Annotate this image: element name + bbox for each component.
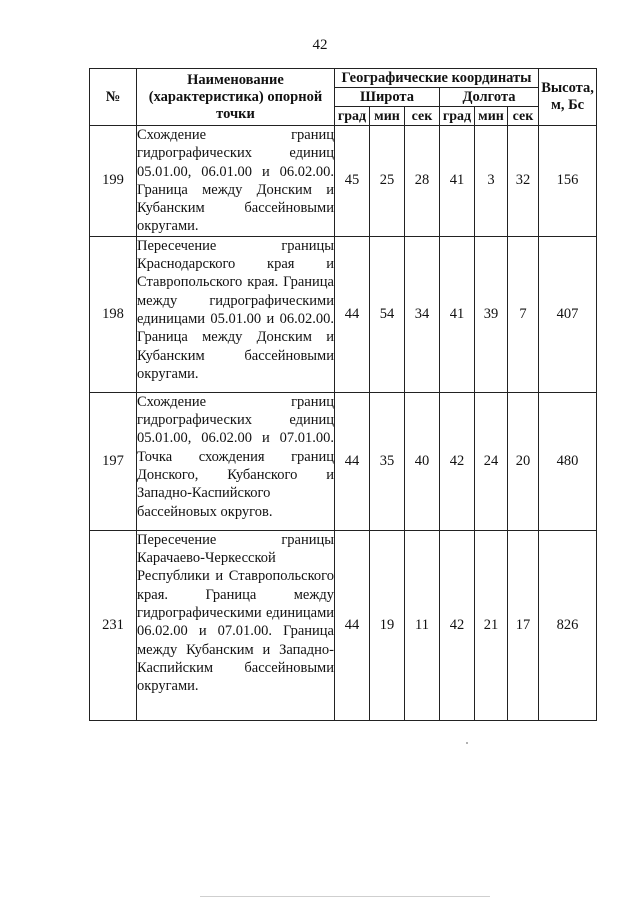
latitude-degrees: 44	[335, 392, 370, 530]
latitude-seconds: 11	[405, 530, 440, 720]
header-lon-sec: сек	[508, 107, 539, 126]
header-lon-min: мин	[475, 107, 508, 126]
header-lat-min: мин	[370, 107, 405, 126]
table-row	[90, 126, 597, 237]
header-lon-deg: град	[440, 107, 475, 126]
latitude-seconds: 28	[405, 126, 440, 237]
header-longitude: Долгота	[440, 88, 539, 107]
longitude-degrees: 42	[440, 392, 475, 530]
table-row	[90, 530, 597, 720]
latitude-minutes: 35	[370, 392, 405, 530]
longitude-degrees: 41	[440, 126, 475, 237]
point-number: 199	[90, 126, 137, 237]
page-number: 42	[312, 37, 328, 53]
longitude-seconds: 32	[508, 126, 539, 237]
longitude-seconds: 17	[508, 530, 539, 720]
longitude-minutes: 24	[475, 392, 508, 530]
scan-artifact	[466, 742, 468, 744]
table-row	[90, 392, 597, 530]
point-description: Пересечение границы Карачаево-Черкесской Республики и Ставропольского края. Граница между гидрографическими единицами 06.02.00 и 07.01.00. Граница между Кубанским и Западно-Каспийским бассейновыми округами.	[137, 530, 335, 720]
header-latitude: Широта	[335, 88, 440, 107]
longitude-degrees: 41	[440, 236, 475, 392]
scan-edge-artifact	[200, 896, 490, 897]
latitude-degrees: 44	[335, 236, 370, 392]
longitude-seconds: 7	[508, 236, 539, 392]
point-description: Схождение границ гидрографических единиц 05.01.00, 06.02.00 и 07.01.00. Точка схождения границ Донского, Кубанского и Западно-Каспийского бассейновых округов.	[137, 392, 335, 530]
height-value: 826	[539, 530, 597, 720]
point-number: 197	[90, 392, 137, 530]
latitude-minutes: 54	[370, 236, 405, 392]
header-num: №	[90, 69, 137, 126]
point-number: 231	[90, 530, 137, 720]
header-name: Наименование (характеристика) опорной точки	[137, 69, 335, 126]
latitude-seconds: 34	[405, 236, 440, 392]
header-lat-deg: град	[335, 107, 370, 126]
height-value: 407	[539, 236, 597, 392]
longitude-minutes: 3	[475, 126, 508, 237]
point-description: Пересечение границы Краснодарского края и Ставропольского края. Граница между гидрографическими единицами 05.01.00 и 06.02.00. Граница между Донским и Кубанским бассейновыми округами.	[137, 236, 335, 392]
height-value: 480	[539, 392, 597, 530]
longitude-minutes: 39	[475, 236, 508, 392]
point-number: 198	[90, 236, 137, 392]
latitude-seconds: 40	[405, 392, 440, 530]
header-coordinates: Географические координаты	[335, 69, 539, 88]
longitude-degrees: 42	[440, 530, 475, 720]
latitude-degrees: 44	[335, 530, 370, 720]
reference-points-table	[89, 68, 597, 721]
latitude-minutes: 25	[370, 126, 405, 237]
point-description: Схождение границ гидрографических единиц 05.01.00, 06.01.00 и 06.02.00. Граница между Донским и Кубанским бассейновыми округами.	[137, 127, 334, 235]
longitude-seconds: 20	[508, 392, 539, 530]
height-value: 156	[539, 126, 597, 237]
header-lat-sec: сек	[405, 107, 440, 126]
latitude-degrees: 45	[335, 126, 370, 237]
longitude-minutes: 21	[475, 530, 508, 720]
table-row	[90, 236, 597, 392]
latitude-minutes: 19	[370, 530, 405, 720]
header-height: Высота, м, Бс	[539, 69, 597, 126]
table-header	[90, 69, 597, 126]
